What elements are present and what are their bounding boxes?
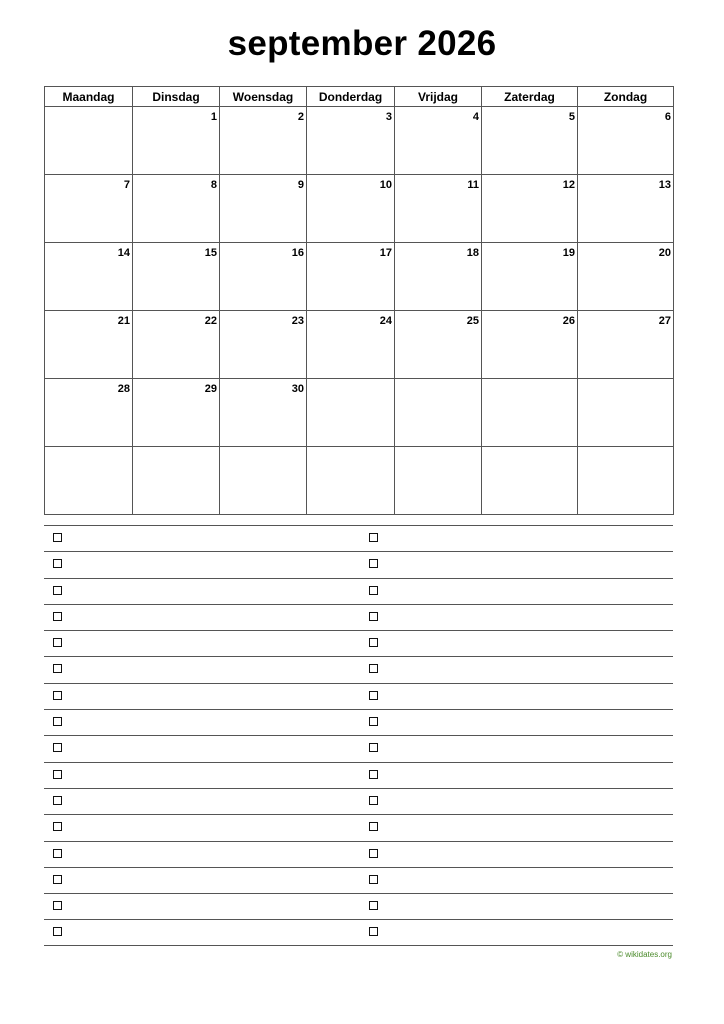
day-cell: [220, 447, 307, 515]
day-number: [671, 457, 673, 460]
day-number: 7: [123, 179, 130, 191]
week-row: [45, 175, 674, 243]
day-cell: [220, 311, 307, 379]
day-number: 8: [210, 179, 217, 191]
day-cell: [133, 379, 220, 447]
footer-credit: © wikidates.org: [617, 950, 672, 959]
day-number: 23: [291, 315, 304, 327]
task-row: [44, 919, 673, 945]
day-cell: [395, 107, 482, 175]
checkbox-icon[interactable]: [53, 533, 62, 542]
checkbox-icon[interactable]: [53, 770, 62, 779]
day-number: 1: [210, 111, 217, 123]
checkbox-icon[interactable]: [53, 691, 62, 700]
checkbox-icon[interactable]: [369, 743, 378, 752]
day-cell: [482, 243, 578, 311]
weekday-header: Woensdag: [220, 87, 307, 107]
day-number: 12: [562, 179, 575, 191]
weekday-header: Donderdag: [307, 87, 395, 107]
day-cell: [578, 447, 674, 515]
day-number: 30: [291, 383, 304, 395]
checkbox-icon[interactable]: [53, 559, 62, 568]
day-number: [671, 389, 673, 392]
task-row: [44, 841, 673, 867]
day-number: [479, 389, 481, 392]
weekday-header-row: [45, 87, 674, 107]
checkbox-icon[interactable]: [369, 796, 378, 805]
day-cell: [45, 447, 133, 515]
weekday-header: Maandag: [45, 87, 133, 107]
checkbox-icon[interactable]: [369, 849, 378, 858]
day-cell: [578, 107, 674, 175]
task-row: [44, 578, 673, 604]
day-number: [217, 457, 219, 460]
day-cell: [45, 243, 133, 311]
checkbox-icon[interactable]: [53, 901, 62, 910]
day-cell: [307, 243, 395, 311]
day-number: 4: [472, 111, 479, 123]
day-cell: [45, 379, 133, 447]
task-row: [44, 814, 673, 840]
day-number: [575, 457, 577, 460]
checkbox-icon[interactable]: [369, 717, 378, 726]
task-row: [44, 525, 673, 551]
task-row: [44, 762, 673, 788]
day-number: 22: [204, 315, 217, 327]
checkbox-icon[interactable]: [53, 927, 62, 936]
day-cell: [133, 107, 220, 175]
checkbox-icon[interactable]: [369, 901, 378, 910]
day-number: 9: [297, 179, 304, 191]
day-cell: [307, 175, 395, 243]
checkbox-icon[interactable]: [53, 717, 62, 726]
day-number: [575, 389, 577, 392]
day-number: 26: [562, 315, 575, 327]
task-row: [44, 735, 673, 761]
day-number: 2: [297, 111, 304, 123]
day-number: 10: [379, 179, 392, 191]
day-cell: [482, 379, 578, 447]
day-number: 28: [117, 383, 130, 395]
day-cell: [395, 311, 482, 379]
checkbox-icon[interactable]: [53, 586, 62, 595]
day-number: 24: [379, 315, 392, 327]
page-title: september 2026: [227, 24, 497, 63]
day-cell: [45, 107, 133, 175]
week-row: [45, 379, 674, 447]
day-cell: [482, 175, 578, 243]
week-row: [45, 447, 674, 515]
checkbox-icon[interactable]: [369, 638, 378, 647]
day-number: [130, 117, 132, 120]
day-cell: [395, 243, 482, 311]
day-cell: [220, 379, 307, 447]
week-row: [45, 311, 674, 379]
weekday-header: Dinsdag: [133, 87, 220, 107]
day-cell: [133, 175, 220, 243]
checkbox-icon[interactable]: [53, 638, 62, 647]
checkbox-icon[interactable]: [369, 822, 378, 831]
day-cell: [395, 175, 482, 243]
task-row: [44, 604, 673, 630]
day-number: 6: [664, 111, 671, 123]
task-row: [44, 551, 673, 577]
day-cell: [133, 243, 220, 311]
day-cell: [220, 107, 307, 175]
day-number: 20: [658, 247, 671, 259]
day-number: 19: [562, 247, 575, 259]
task-row: [44, 788, 673, 814]
weekday-header: Zaterdag: [482, 87, 578, 107]
task-row: [44, 630, 673, 656]
day-cell: [307, 311, 395, 379]
day-number: [130, 457, 132, 460]
weekday-header: Vrijdag: [395, 87, 482, 107]
day-cell: [395, 379, 482, 447]
checkbox-icon[interactable]: [53, 875, 62, 884]
task-row: [44, 709, 673, 735]
task-row: [44, 683, 673, 709]
week-row: [45, 243, 674, 311]
day-number: 21: [117, 315, 130, 327]
day-number: 15: [204, 247, 217, 259]
day-cell: [307, 447, 395, 515]
checkbox-icon[interactable]: [369, 927, 378, 936]
day-number: 27: [658, 315, 671, 327]
day-number: [392, 389, 394, 392]
day-cell: [45, 311, 133, 379]
day-number: 5: [568, 111, 575, 123]
day-number: 3: [385, 111, 392, 123]
day-number: [392, 457, 394, 460]
day-cell: [307, 107, 395, 175]
checkbox-icon[interactable]: [53, 796, 62, 805]
checkbox-icon[interactable]: [53, 743, 62, 752]
checkbox-icon[interactable]: [53, 849, 62, 858]
day-cell: [578, 379, 674, 447]
checkbox-icon[interactable]: [369, 875, 378, 884]
day-number: 16: [291, 247, 304, 259]
day-cell: [578, 311, 674, 379]
task-row: [44, 656, 673, 682]
checkbox-icon[interactable]: [53, 822, 62, 831]
day-cell: [133, 311, 220, 379]
day-number: 18: [466, 247, 479, 259]
task-row: [44, 893, 673, 919]
day-number: 17: [379, 247, 392, 259]
day-number: 13: [658, 179, 671, 191]
day-cell: [220, 175, 307, 243]
day-cell: [220, 243, 307, 311]
task-list: [44, 525, 673, 946]
day-number: [479, 457, 481, 460]
day-number: 25: [466, 315, 479, 327]
week-row: [45, 107, 674, 175]
checkbox-icon[interactable]: [369, 559, 378, 568]
day-cell: [307, 379, 395, 447]
day-cell: [45, 175, 133, 243]
task-row: [44, 867, 673, 893]
calendar-grid: [44, 86, 674, 515]
day-cell: [482, 447, 578, 515]
checkbox-icon[interactable]: [53, 612, 62, 621]
day-number: 14: [117, 247, 130, 259]
checkbox-icon[interactable]: [369, 586, 378, 595]
checkbox-icon[interactable]: [369, 612, 378, 621]
checkbox-icon[interactable]: [53, 664, 62, 673]
checkbox-icon[interactable]: [369, 533, 378, 542]
day-cell: [133, 447, 220, 515]
weekday-header: Zondag: [578, 87, 674, 107]
checkbox-icon[interactable]: [369, 770, 378, 779]
day-number: [304, 457, 306, 460]
day-number: 29: [204, 383, 217, 395]
day-cell: [482, 107, 578, 175]
day-cell: [578, 175, 674, 243]
day-number: 11: [467, 179, 479, 191]
day-cell: [482, 311, 578, 379]
checkbox-icon[interactable]: [369, 664, 378, 673]
checkbox-icon[interactable]: [369, 691, 378, 700]
day-cell: [395, 447, 482, 515]
day-cell: [578, 243, 674, 311]
